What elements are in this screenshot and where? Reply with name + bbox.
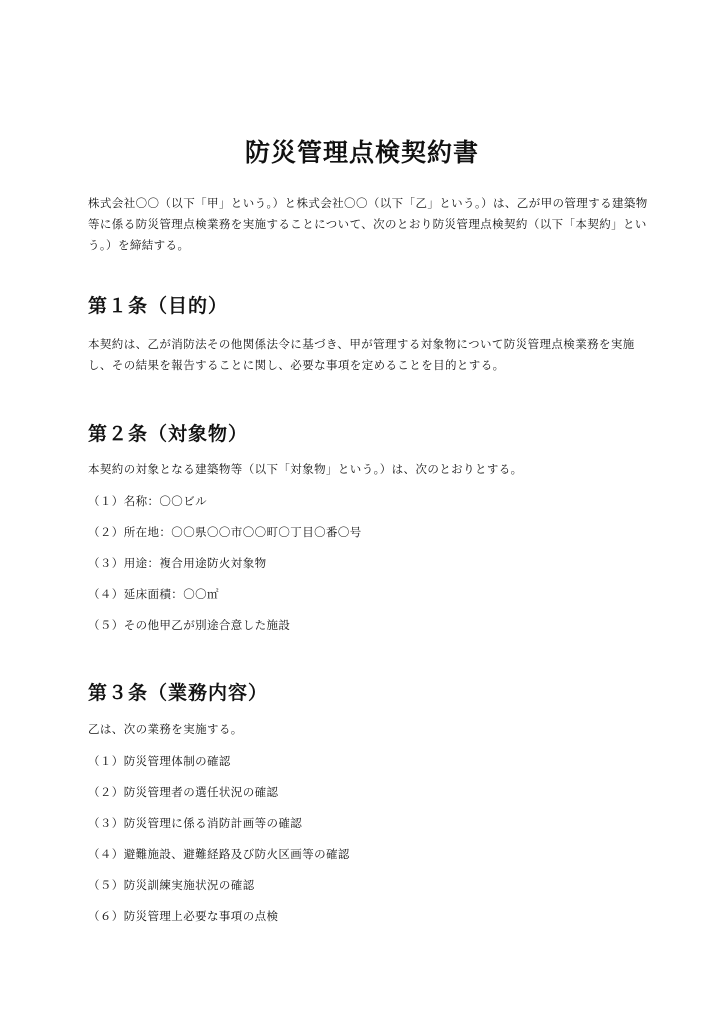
list-item: （３）用途：複合用途防火対象物 <box>88 556 267 570</box>
list-item: （４）避難施設、避難経路及び防火区画等の確認 <box>88 847 350 861</box>
list-item: （１）名称：〇〇ビル <box>88 494 207 508</box>
list-item: （２）所在地：〇〇県〇〇市〇〇町〇丁目〇番〇号 <box>88 525 362 539</box>
article-2-item-list <box>88 493 362 648</box>
article-2-heading: 第２条（対象物） <box>88 423 249 445</box>
article-2-body: 本契約の対象となる建築物等（以下「対象物」という。）は、次のとおりとする。 <box>88 462 523 476</box>
list-item: （５）防災訓練実施状況の確認 <box>88 878 255 892</box>
article-3-item-list <box>88 753 350 939</box>
document-title: 防災管理点検契約書 <box>244 137 479 167</box>
intro-paragraph: 株式会社〇〇（以下「甲」という。）と株式会社〇〇（以下「乙」という。）は、乙が甲の管理する建築物等に係る防災管理点検業務を実施することについて、次のとおり防災管理点検契約（以下「本契約」という。）を締結する。 <box>88 196 648 252</box>
article-3-body: 乙は、次の業務を実施する。 <box>88 722 243 736</box>
article-3-heading: 第３条（業務内容） <box>88 682 269 704</box>
list-item: （４）延床面積：〇〇㎡ <box>88 587 219 601</box>
list-item: （３）防災管理に係る消防計画等の確認 <box>88 816 303 830</box>
list-item: （１）防災管理体制の確認 <box>88 754 231 768</box>
article-1-body: 本契約は、乙が消防法その他関係法令に基づき、甲が管理する対象物について防災管理点検業務を実施し、その結果を報告することに関し、必要な事項を定めることを目的とする。 <box>88 337 635 372</box>
list-item: （５）その他甲乙が別途合意した施設 <box>88 618 291 632</box>
list-item: （２）防災管理者の選任状況の確認 <box>88 785 279 799</box>
article-1-heading: 第１条（目的） <box>88 295 229 317</box>
list-item: （６）防災管理上必要な事項の点検 <box>88 909 279 923</box>
